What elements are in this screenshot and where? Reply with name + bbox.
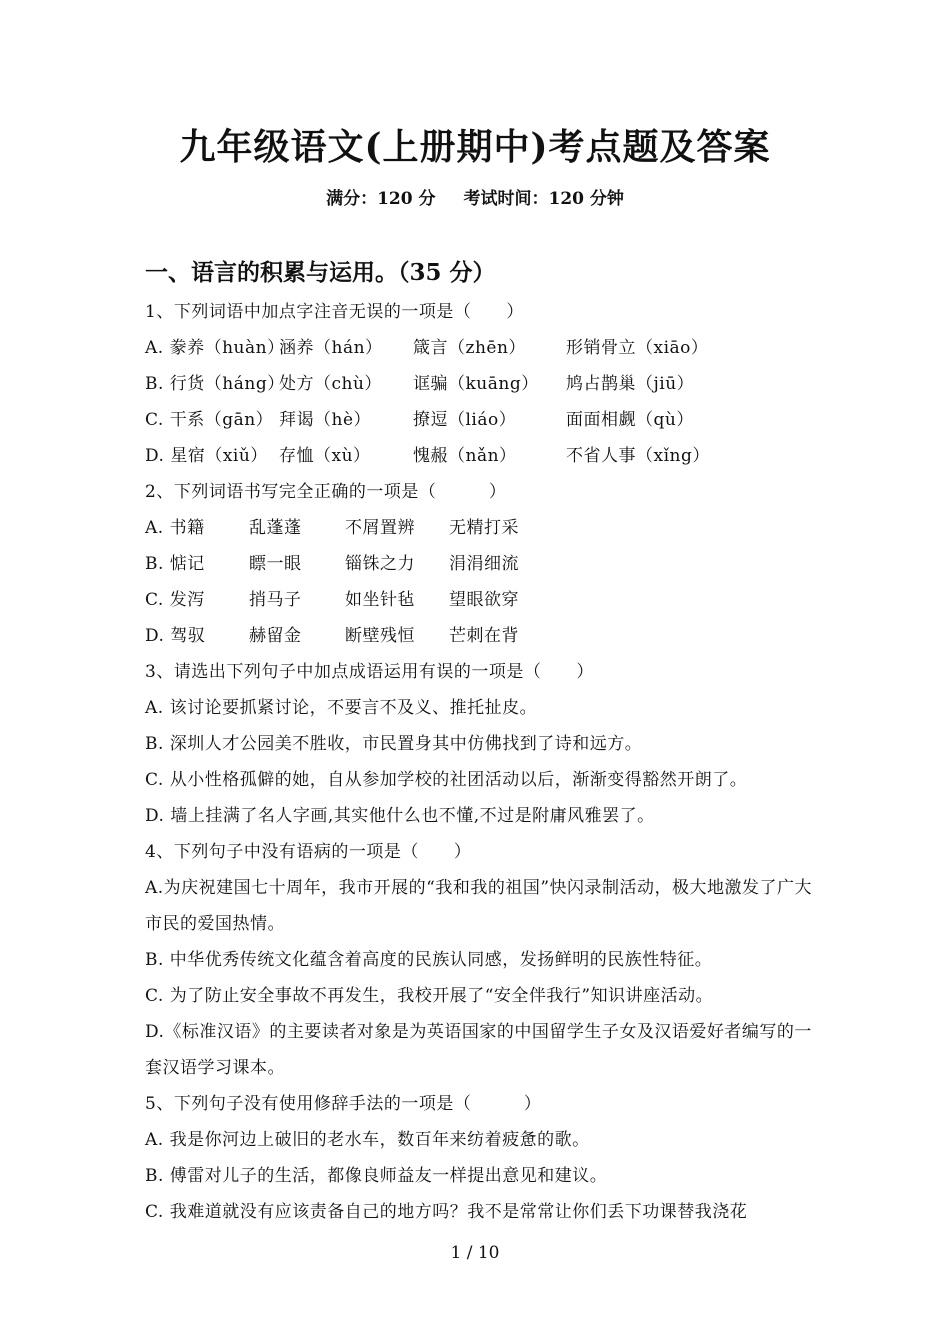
exam-info xyxy=(0,186,950,212)
question-1-option-c xyxy=(145,402,815,438)
option-item: 如坐针毡 xyxy=(345,590,415,610)
question-1-option-a xyxy=(145,330,815,366)
option-item: 锱铢之力 xyxy=(345,554,415,574)
option-item: 望眼欲穿 xyxy=(449,590,519,610)
option-item: D. 星宿（xiǔ） xyxy=(145,446,268,466)
option-item: A. 书籍 xyxy=(145,518,205,538)
question-4-option-d: D.《标准汉语》的主要读者对象是为英语国家的中国留学生子女及汉语爱好者编写的一套汉语学习课本。 xyxy=(145,1022,812,1078)
option-item: 捎马子 xyxy=(249,590,302,610)
question-1-stem: 1、下列词语中加点字注音无误的一项是（ ） xyxy=(145,302,524,322)
option-item: 存恤（xù） xyxy=(279,446,371,466)
section-heading: 一、语言的积累与运用。（35 分） xyxy=(145,259,496,286)
question-2-option-d xyxy=(145,618,815,654)
option-item: 瞟一眼 xyxy=(249,554,302,574)
option-item: 不省人事（xǐng） xyxy=(566,446,710,466)
option-item: 处方（chù） xyxy=(279,374,382,394)
option-item: 拜谒（hè） xyxy=(279,410,372,430)
question-1-option-b xyxy=(145,366,815,402)
question-3-option-a: A. 该讨论要抓紧讨论，不要言不及义、推托扯皮。 xyxy=(145,698,538,718)
question-4-option-b: B. 中华优秀传统文化蕴含着高度的民族认同感，发扬鲜明的民族性特征。 xyxy=(145,950,713,970)
question-4-stem: 4、下列句子中没有语病的一项是（ ） xyxy=(145,842,472,862)
question-2-option-b xyxy=(145,546,815,582)
question-5-option-b: B. 傅雷对儿子的生活，都像良师益友一样提出意见和建议。 xyxy=(145,1166,608,1186)
exam-time: 考试时间：120 分钟 xyxy=(463,189,624,209)
option-item: 形销骨立（xiāo） xyxy=(566,338,709,358)
question-4-option-c: C. 为了防止安全事故不再发生，我校开展了“安全伴我行”知识讲座活动。 xyxy=(145,986,714,1006)
question-4-option-a: A.为庆祝建国七十周年，我市开展的“我和我的祖国”快闪录制活动，极大地激发了广大市民的爱国热情。 xyxy=(145,878,813,934)
question-1-option-d xyxy=(145,438,815,474)
option-item: 断壁残恒 xyxy=(345,626,415,646)
page-title: 九年级语文(上册期中)考点题及答案 xyxy=(179,126,771,168)
option-item: A. 豢养（huàn） xyxy=(145,338,285,358)
option-item: B. 惦记 xyxy=(145,554,205,574)
question-3-option-b: B. 深圳人才公园美不胜收，市民置身其中仿佛找到了诗和远方。 xyxy=(145,734,643,754)
question-5-option-a: A. 我是你河边上破旧的老水车，数百年来纺着疲惫的歌。 xyxy=(145,1130,590,1150)
question-list xyxy=(145,294,815,1230)
option-item: 涓涓细流 xyxy=(449,554,519,574)
option-item: 面面相觑（qù） xyxy=(566,410,694,430)
question-5-option-c: C. 我难道就没有应该责备自己的地方吗？我不是常常让你们丢下功课替我浇花 xyxy=(145,1202,748,1222)
question-5-stem: 5、下列句子没有使用修辞手法的一项是（ ） xyxy=(145,1094,542,1114)
option-item: 无精打采 xyxy=(449,518,519,538)
option-item: B. 行货（háng） xyxy=(145,374,285,394)
option-item: 鸠占鹊巢（jiū） xyxy=(566,374,695,394)
question-2-option-c xyxy=(145,582,815,618)
question-2-option-a xyxy=(145,510,815,546)
option-item: 撩逗（liáo） xyxy=(413,410,517,430)
question-3-option-c: C. 从小性格孤僻的她，自从参加学校的社团活动以后，渐渐变得豁然开朗了。 xyxy=(145,770,748,790)
page-number: 1 / 10 xyxy=(450,1243,500,1263)
option-item: 乱蓬蓬 xyxy=(249,518,302,538)
option-item: 赫留金 xyxy=(249,626,302,646)
full-score: 满分：120 分 xyxy=(326,189,436,209)
option-item: 涵养（hán） xyxy=(279,338,383,358)
option-item: 芒刺在背 xyxy=(449,626,519,646)
option-item: 不屑置辨 xyxy=(345,518,415,538)
option-item: 诓骗（kuāng） xyxy=(413,374,539,394)
option-item: C. 发泻 xyxy=(145,590,205,610)
option-item: 愧赧（nǎn） xyxy=(413,446,517,466)
question-2-stem: 2、下列词语书写完全正确的一项是（ ） xyxy=(145,482,507,502)
question-3-option-d: D. 墙上挂满了名人字画,其实他什么也不懂,不过是附庸风雅罢了。 xyxy=(145,806,655,826)
question-3-stem: 3、请选出下列句子中加点成语运用有误的一项是（ ） xyxy=(145,662,594,682)
option-item: 箴言（zhēn） xyxy=(413,338,526,358)
option-item: D. 驾驭 xyxy=(145,626,206,646)
option-item: C. 干系（gān） xyxy=(145,410,274,430)
